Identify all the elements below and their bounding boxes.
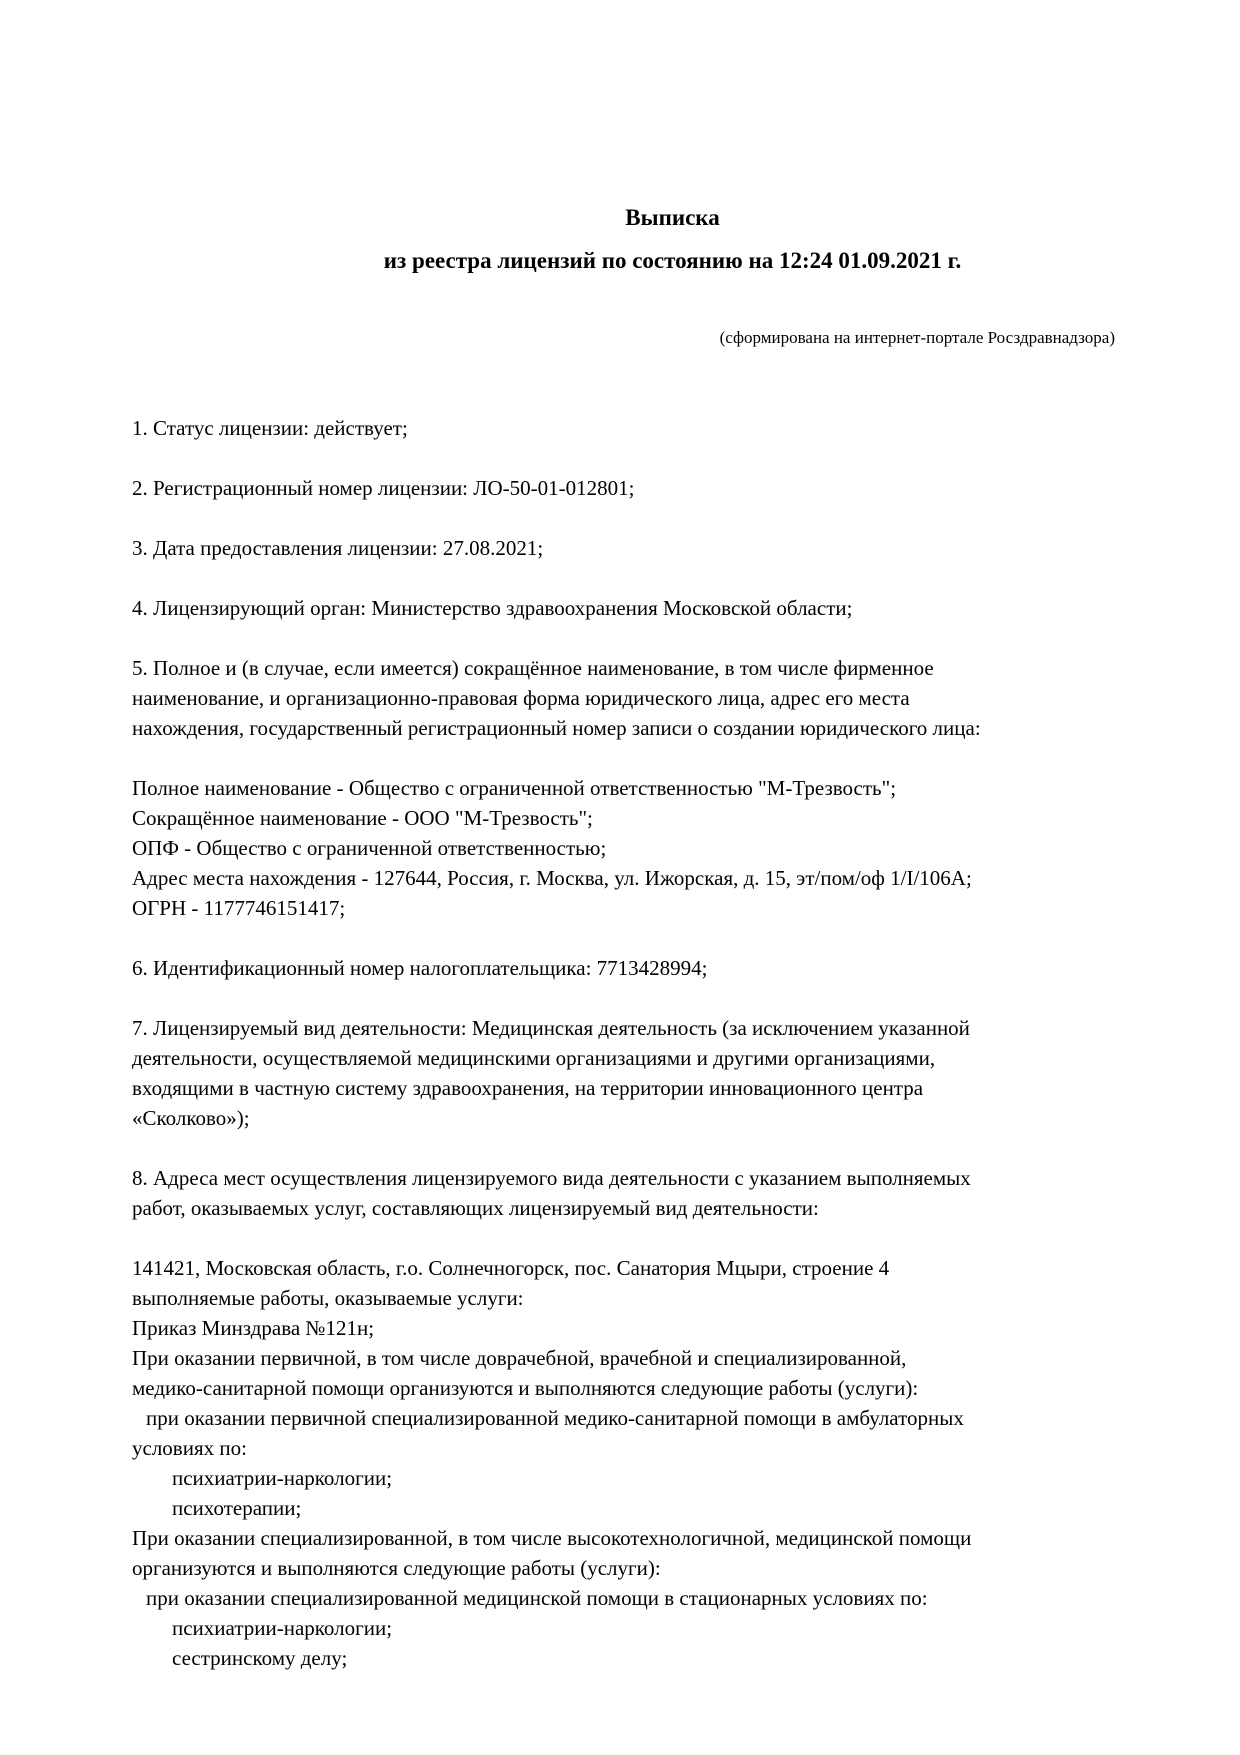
text-line: деятельности, осуществляемой медицинскими организациями и другими организациями, xyxy=(132,1046,936,1070)
text-line: 8. Адреса мест осуществления лицензируемого вида деятельности с указанием выполняемых xyxy=(132,1166,971,1190)
org-full-name: Полное наименование - Общество с ограниченной ответственностью "М-Трезвость"; xyxy=(132,776,897,800)
document-subtitle: (сформирована на интернет-портале Росздравнадзора) xyxy=(719,328,1115,347)
service-item: психиатрии-наркологии; xyxy=(172,1616,393,1640)
org-legal-form: ОПФ - Общество с ограниченной ответственностью; xyxy=(132,836,607,860)
item-licensing-authority: 4. Лицензирующий орган: Министерство здравоохранения Московской области; xyxy=(132,596,853,620)
service-item: психиатрии-наркологии; xyxy=(172,1466,393,1490)
activity-address: 141421, Московская область, г.о. Солнечногорск, пос. Санатория Мцыри, строение 4 xyxy=(132,1256,890,1280)
activity-details xyxy=(132,1253,1122,1673)
org-address: Адрес места нахождения - 127644, Россия, г. Москва, ул. Ижорская, д. 15, эт/пом/оф 1/I/106А; xyxy=(132,866,972,890)
text-line: входящими в частную систему здравоохранения, на территории инновационного центра xyxy=(132,1076,924,1100)
org-short-name: Сокращённое наименование - ООО "М-Трезвость"; xyxy=(132,806,593,830)
text-line: «Сколково»); xyxy=(132,1106,250,1130)
ministry-order: Приказ Минздрава №121н; xyxy=(132,1316,375,1340)
item-registration-number: 2. Регистрационный номер лицензии: ЛО-50-01-012801; xyxy=(132,476,635,500)
text-line: при оказании первичной специализированной медико-санитарной помощи в амбулаторных xyxy=(146,1406,964,1430)
item-activity-type xyxy=(132,1013,1122,1133)
service-item: сестринскому делу; xyxy=(172,1646,348,1670)
text-line: 7. Лицензируемый вид деятельности: Медицинская деятельность (за исключением указанной xyxy=(132,1016,970,1040)
item-license-status: 1. Статус лицензии: действует; xyxy=(132,416,408,440)
organization-details xyxy=(132,773,1122,923)
text-line: работ, оказываемых услуг, составляющих лицензируемый вид деятельности: xyxy=(132,1196,819,1220)
text-line: при оказании специализированной медицинской помощи в стационарных условиях по: xyxy=(146,1586,928,1610)
service-item: психотерапии; xyxy=(172,1496,302,1520)
item-grant-date: 3. Дата предоставления лицензии: 27.08.2021; xyxy=(132,536,544,560)
org-ogrn: ОГРН - 1177746151417; xyxy=(132,896,346,920)
item-inn: 6. Идентификационный номер налогоплательщика: 7713428994; xyxy=(132,956,708,980)
text-line: нахождения, государственный регистрационный номер записи о создании юридического лица: xyxy=(132,716,981,740)
document-title-line2: из реестра лицензий по состоянию на 12:24 01.09.2021 г. xyxy=(383,248,962,273)
text-line: медико-санитарной помощи организуются и выполняются следующие работы (услуги): xyxy=(132,1376,919,1400)
text-line: При оказании специализированной, в том числе высокотехнологичной, медицинской помощи xyxy=(132,1526,972,1550)
text-line: выполняемые работы, оказываемые услуги: xyxy=(132,1286,524,1310)
text-line: При оказании первичной, в том числе доврачебной, врачебной и специализированной, xyxy=(132,1346,907,1370)
item-naming-intro xyxy=(132,653,1122,743)
document-title-line1: Выписка xyxy=(625,205,720,230)
text-line: условиях по: xyxy=(132,1436,247,1460)
text-line: наименование, и организационно-правовая форма юридического лица, адрес его места xyxy=(132,686,910,710)
text-line: 5. Полное и (в случае, если имеется) сокращённое наименование, в том числе фирменное xyxy=(132,656,934,680)
text-line: организуются и выполняются следующие работы (услуги): xyxy=(132,1556,661,1580)
item-addresses-intro xyxy=(132,1163,1122,1223)
document-body xyxy=(132,413,1122,1673)
